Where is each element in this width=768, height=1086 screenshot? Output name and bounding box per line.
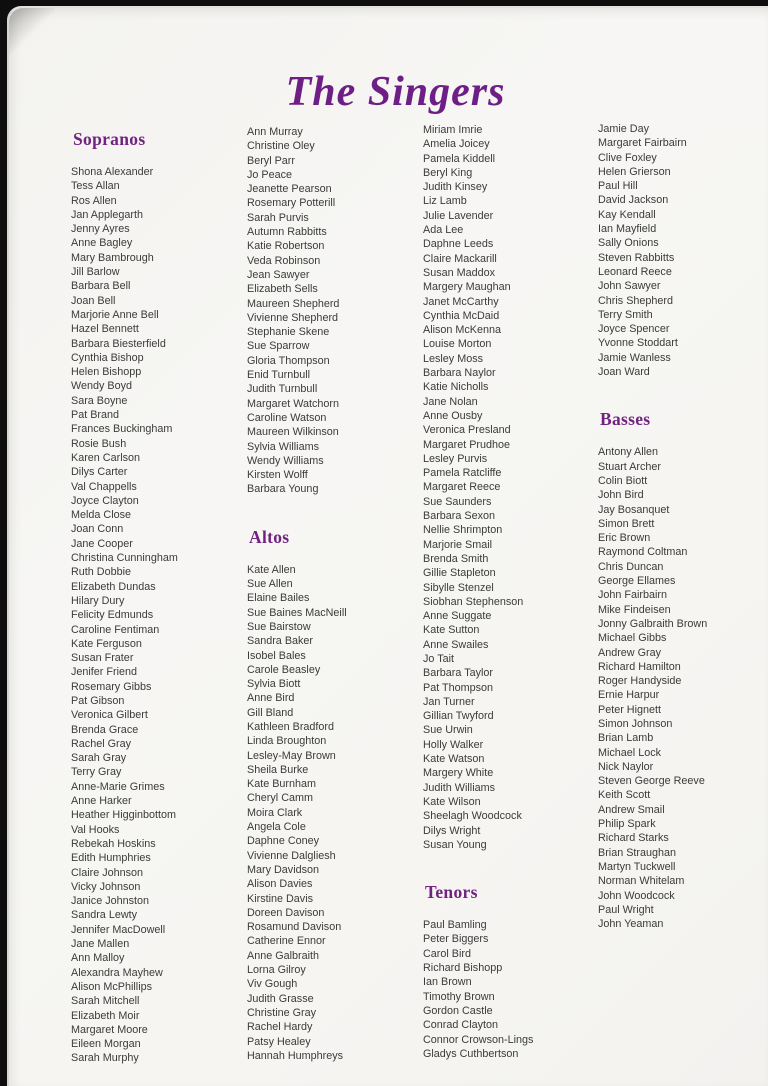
singer-name: Gillian Twyford [423, 710, 494, 723]
scan-corner-shadow [9, 8, 55, 54]
roster-column-4 [598, 122, 768, 931]
singer-name: Louise Morton [423, 338, 492, 351]
singer-name: Richard Bishopp [423, 962, 503, 975]
singer-list [71, 165, 247, 1066]
singer-name: Janet McCarthy [423, 295, 499, 308]
singer-name: Lesley Moss [423, 352, 484, 365]
singer-name: Jan Applegarth [71, 208, 144, 221]
singer-name: Lesley Purvis [423, 452, 488, 465]
singer-name: Steven Rabbitts [598, 251, 675, 264]
singer-name: Vivienne Dalgliesh [247, 849, 336, 862]
singer-name: Christine Gray [247, 1006, 316, 1019]
singer-name: Rosie Bush [71, 437, 127, 450]
singer-name: Susan Frater [71, 652, 134, 665]
singer-name: Kate Watson [423, 753, 485, 766]
singer-name: Jean Sawyer [247, 268, 310, 281]
singer-name: Vivienne Shepherd [247, 311, 339, 324]
singer-name: Rosemary Gibbs [71, 680, 152, 693]
singer-name: Yvonne Stoddart [598, 337, 678, 350]
singer-name: Joyce Spencer [598, 323, 670, 336]
singer-name: Caroline Fentiman [71, 623, 160, 636]
singer-name: Elizabeth Moir [71, 1009, 140, 1022]
roster-column-3 [423, 123, 599, 1061]
singer-name: Keith Scott [598, 789, 651, 802]
singer-name: Jane Nolan [423, 395, 478, 408]
singer-name: Heather Higginbottom [71, 809, 177, 822]
singer-name: Paul Wright [598, 903, 654, 916]
singer-name: Sue Allen [247, 578, 293, 591]
singer-name: Nick Naylor [598, 760, 654, 773]
singer-name: Roger Handyside [598, 675, 682, 688]
singer-name: Andrew Gray [598, 646, 662, 659]
singer-name: Veronica Presland [423, 424, 511, 437]
singer-name: Cheryl Camm [247, 792, 313, 805]
singer-name: Terry Gray [71, 766, 122, 779]
singer-name: Tess Allan [71, 180, 120, 193]
singer-name: Terry Smith [598, 308, 653, 321]
singer-name: Ros Allen [71, 194, 117, 207]
singer-name: Marjorie Smail [423, 538, 492, 551]
singer-name: Pat Thompson [423, 681, 494, 694]
singer-name: Philip Spark [598, 818, 656, 831]
singer-name: Christina Cunningham [71, 552, 178, 565]
singer-name: George Ellames [598, 575, 676, 588]
singer-name: John Fairbairn [598, 589, 668, 602]
singer-name: Pat Gibson [71, 694, 125, 707]
singer-name: Beryl Parr [247, 154, 295, 167]
singer-name: Barbara Sexon [423, 510, 496, 523]
singer-name: Sarah Murphy [71, 1052, 139, 1065]
singer-name: Alexandra Mayhew [71, 966, 163, 979]
singer-name: Val Chappells [71, 480, 137, 493]
singer-name: Chris Duncan [598, 560, 664, 573]
singer-name: Kay Kendall [598, 208, 656, 221]
section-header-altos: Altos [249, 526, 290, 547]
singer-name: Barbara Naylor [423, 367, 496, 380]
singer-name: Claire Mackarill [423, 252, 497, 265]
singer-name: Angela Cole [247, 821, 306, 834]
singer-name: Sue Urwin [423, 724, 473, 737]
singer-name: Richard Hamilton [598, 660, 681, 673]
singer-name: Gillie Stapleton [423, 567, 496, 580]
singer-name: Anne Galbraith [247, 949, 320, 962]
singer-name: Sue Baines MacNeill [247, 606, 347, 619]
singer-name: Sheila Burke [247, 763, 309, 776]
singer-name: Felicity Edmunds [71, 609, 154, 622]
singer-name: Wendy Williams [247, 454, 324, 467]
singer-name: Sylvia Biott [247, 678, 301, 691]
singer-name: Ernie Harpur [598, 689, 660, 702]
singer-name: Nellie Shrimpton [423, 524, 503, 537]
singer-name: Ann Murray [247, 126, 303, 138]
singer-name: Brian Straughan [598, 846, 677, 859]
singer-name: Paul Bamling [423, 919, 487, 932]
singer-name: Hazel Bennett [71, 323, 139, 336]
singer-name: Sarah Gray [71, 752, 127, 765]
singer-name: Michael Gibbs [598, 632, 667, 645]
singer-name: Sibylle Stenzel [423, 581, 494, 594]
singer-name: Carole Beasley [247, 663, 321, 676]
singer-name: Ian Brown [423, 976, 472, 989]
singer-name: Jamie Day [598, 123, 650, 135]
singer-name: Sarah Purvis [247, 211, 309, 224]
singer-name: Karen Carlson [71, 451, 141, 464]
singer-name: Ada Lee [423, 224, 464, 237]
singer-name: Carol Bird [423, 947, 472, 960]
singer-name: Melda Close [71, 509, 132, 522]
singer-name: Julie Lavender [423, 209, 494, 222]
singer-name: Jane Mallen [71, 938, 130, 951]
singer-name: Elizabeth Sells [247, 283, 318, 296]
singer-name: Sheelagh Woodcock [423, 810, 522, 823]
singer-name: Kate Sutton [423, 624, 480, 637]
singer-name: Viv Gough [247, 978, 298, 991]
singer-name: Daphne Coney [247, 835, 320, 848]
singer-name: Cynthia Bishop [71, 351, 144, 364]
singer-name: Vicky Johnson [71, 880, 141, 893]
singer-name: Rebekah Hoskins [71, 837, 156, 850]
singer-name: Anne Ousby [423, 409, 483, 422]
singer-name: Sylvia Williams [247, 440, 319, 453]
section-header-tenors: Tenors [425, 882, 478, 903]
singer-name: Joan Bell [71, 294, 116, 307]
singer-name: David Jackson [598, 194, 669, 207]
singer-name: Stephanie Skene [247, 326, 330, 339]
singer-name: Mary Davidson [247, 863, 320, 876]
singer-name: Pamela Ratcliffe [423, 467, 502, 480]
singer-name: Holly Walker [423, 738, 484, 751]
singer-name: Shona Alexander [71, 166, 154, 178]
singer-name: Sara Boyne [71, 394, 128, 407]
singer-name: Jenny Ayres [71, 223, 130, 236]
singer-name: Miriam Imrie [423, 124, 483, 136]
singer-name: Pat Brand [71, 409, 120, 422]
singer-name: Antony Allen [598, 446, 659, 459]
singer-name: Hannah Humphreys [247, 1049, 344, 1062]
singer-name: Patsy Healey [247, 1035, 311, 1048]
singer-name: Mike Findeisen [598, 603, 671, 616]
singer-name: Judith Turnbull [247, 383, 318, 396]
singer-name: Jennifer MacDowell [71, 923, 166, 936]
singer-name: Michael Lock [598, 746, 662, 759]
singer-name: Val Hooks [71, 823, 120, 836]
singer-name: Alison McPhillips [71, 980, 153, 993]
singer-name: Anne Suggate [423, 610, 492, 623]
singer-name: Katie Robertson [247, 240, 325, 253]
singer-name: Helen Grierson [598, 165, 671, 178]
singer-name: Gloria Thompson [247, 354, 330, 367]
paper-sheet [7, 6, 768, 1086]
singer-name: Peter Hignett [598, 703, 662, 716]
singer-name: Kate Allen [247, 563, 296, 576]
singer-name: Amelia Joicey [423, 138, 490, 151]
singer-list [598, 122, 768, 379]
singer-name: Anne Bird [247, 692, 295, 705]
singer-name: Simon Johnson [598, 717, 673, 730]
singer-name: Moira Clark [247, 806, 303, 819]
singer-name: Siobhan Stephenson [423, 595, 524, 608]
singer-name: Marjorie Anne Bell [71, 308, 159, 321]
singer-name: Jill Barlow [71, 266, 120, 279]
singer-name: Frances Buckingham [71, 423, 173, 436]
singer-name: Jonny Galbraith Brown [598, 617, 708, 630]
singer-name: Daphne Leeds [423, 238, 494, 251]
singer-name: Margaret Watchorn [247, 397, 340, 410]
singer-name: Richard Starks [598, 832, 669, 845]
singer-name: Beryl King [423, 166, 473, 179]
singer-name: Anne-Marie Grimes [71, 780, 165, 793]
singer-name: Margery Maughan [423, 281, 511, 294]
singer-name: Alison McKenna [423, 324, 502, 337]
singer-name: Katie Nicholls [423, 381, 489, 394]
singer-name: Barbara Taylor [423, 667, 494, 680]
singer-name: Janice Johnston [71, 895, 150, 908]
singer-name: Helen Bishopp [71, 366, 142, 379]
singer-name: Liz Lamb [423, 195, 467, 208]
singer-name: Kate Burnham [247, 778, 317, 791]
singer-name: Barbara Biesterfield [71, 337, 166, 350]
singer-name: Sue Bairstow [247, 620, 311, 633]
singer-name: Clive Foxley [598, 151, 657, 164]
singer-list [247, 125, 423, 497]
singer-name: Leonard Reece [598, 265, 672, 278]
singer-name: Susan Maddox [423, 266, 496, 279]
roster-column-1 [71, 129, 247, 1066]
singer-name: Gordon Castle [423, 1004, 493, 1017]
singer-name: Margaret Reece [423, 481, 501, 494]
singer-name: Lesley-May Brown [247, 749, 336, 762]
singer-list [598, 445, 768, 931]
singer-name: Cynthia McDaid [423, 309, 500, 322]
singer-name: Veda Robinson [247, 254, 321, 267]
singer-name: Pamela Kiddell [423, 152, 496, 165]
singer-name: Maureen Wilkinson [247, 426, 339, 439]
singer-name: Eileen Morgan [71, 1038, 141, 1051]
singer-name: Sarah Mitchell [71, 995, 140, 1008]
singer-name: Veronica Gilbert [71, 709, 148, 722]
singer-name: Lorna Gilroy [247, 964, 306, 977]
singer-name: Enid Turnbull [247, 369, 311, 382]
singer-name: Jamie Wanless [598, 351, 671, 364]
singer-name: Alison Davies [247, 878, 313, 891]
section-header-sopranos: Sopranos [73, 129, 146, 149]
singer-name: Barbara Young [247, 483, 319, 496]
singer-name: Brenda Smith [423, 552, 489, 565]
singer-name: Caroline Watson [247, 411, 327, 424]
singer-name: Barbara Bell [71, 280, 131, 293]
singer-name: Margaret Prudhoe [423, 438, 511, 451]
singer-name: Sue Sparrow [247, 340, 310, 353]
singer-name: Jo Tait [423, 652, 455, 665]
singer-name: Sandra Lewty [71, 909, 138, 922]
singer-name: Andrew Smail [598, 803, 665, 816]
singer-name: Sally Onions [598, 237, 659, 250]
singer-name: Claire Johnson [71, 866, 144, 879]
singer-list [423, 123, 599, 852]
singer-name: Doreen Davison [247, 906, 325, 919]
singer-name: Jo Peace [247, 168, 293, 181]
singer-name: Conrad Clayton [423, 1019, 499, 1032]
singer-name: Sue Saunders [423, 495, 492, 508]
singer-name: Margaret Fairbairn [598, 137, 687, 150]
singer-name: Raymond Coltman [598, 546, 688, 559]
singer-name: Joan Conn [71, 523, 124, 536]
singer-name: Edith Humphries [71, 852, 151, 865]
singer-name: Mary Bambrough [71, 251, 154, 264]
singer-name: Gladys Cuthbertson [423, 1047, 519, 1060]
singer-name: Rosemary Potterill [247, 197, 336, 210]
singer-name: Linda Broughton [247, 735, 327, 748]
singer-name: John Woodcock [598, 889, 675, 902]
singer-name: Stuart Archer [598, 460, 662, 473]
singer-name: John Yeaman [598, 918, 664, 931]
singer-name: Jenifer Friend [71, 666, 138, 679]
singer-name: Paul Hill [598, 180, 638, 193]
singer-name: Kirsten Wolff [247, 469, 308, 482]
singer-name: Anne Harker [71, 795, 132, 808]
singer-name: Margery White [423, 767, 494, 780]
singer-name: Hilary Dury [71, 594, 125, 607]
singer-name: Joan Ward [598, 366, 650, 379]
singer-name: Peter Biggers [423, 933, 489, 946]
singer-name: Christine Oley [247, 140, 315, 153]
singer-name: Elaine Bailes [247, 592, 310, 605]
singer-name: Maureen Shepherd [247, 297, 340, 310]
singer-name: Jay Bosanquet [598, 503, 670, 516]
singer-name: John Sawyer [598, 280, 661, 293]
singer-name: Autumn Rabbitts [247, 226, 327, 239]
singer-name: Jeanette Pearson [247, 183, 332, 196]
singer-name: Martyn Tuckwell [598, 860, 676, 873]
singer-name: John Bird [598, 489, 644, 502]
singer-name: Gill Bland [247, 706, 294, 719]
singer-name: Ruth Dobbie [71, 566, 132, 579]
singer-name: Timothy Brown [423, 990, 495, 1003]
singer-name: Kate Wilson [423, 795, 481, 808]
section-header-basses: Basses [600, 409, 651, 430]
singer-name: Kathleen Bradford [247, 720, 335, 733]
singer-name: Colin Biott [598, 474, 648, 487]
singer-name: Margaret Moore [71, 1023, 148, 1036]
singer-name: Rachel Gray [71, 737, 132, 750]
singer-name: Connor Crowson-Lings [423, 1033, 534, 1046]
singer-name: Ann Malloy [71, 952, 125, 965]
singer-name: Anne Bagley [71, 237, 133, 250]
page-title: The Singers [285, 69, 506, 116]
singer-name: Catherine Ennor [247, 935, 326, 948]
singer-name: Sandra Baker [247, 635, 314, 648]
singer-name: Kirstine Davis [247, 892, 313, 905]
singer-name: Kate Ferguson [71, 637, 142, 650]
singer-name: Jan Turner [423, 695, 475, 708]
singer-name: Judith Kinsey [423, 181, 488, 194]
singer-name: Jane Cooper [71, 537, 133, 550]
singer-name: Brenda Grace [71, 723, 139, 736]
singer-name: Dilys Carter [71, 466, 128, 479]
singer-name: Dilys Wright [423, 824, 481, 837]
singer-name: Norman Whitelam [598, 875, 685, 888]
singer-name: Rosamund Davison [247, 921, 342, 934]
singer-name: Ian Mayfield [598, 223, 657, 236]
singer-name: Judith Grasse [247, 992, 314, 1005]
singer-name: Simon Brett [598, 517, 655, 530]
singer-list [423, 918, 599, 1061]
singer-name: Joyce Clayton [71, 494, 139, 507]
singer-name: Brian Lamb [598, 732, 654, 745]
singer-name: Isobel Bales [247, 649, 306, 662]
singer-name: Elizabeth Dundas [71, 580, 156, 593]
singer-name: Chris Shepherd [598, 294, 674, 307]
singer-list [247, 563, 423, 1063]
singer-name: Eric Brown [598, 532, 651, 545]
roster-column-2 [247, 125, 423, 1063]
singer-name: Anne Swailes [423, 638, 489, 651]
singer-name: Steven George Reeve [598, 775, 705, 788]
singer-name: Susan Young [423, 838, 487, 851]
singer-name: Wendy Boyd [71, 380, 133, 393]
singer-name: Rachel Hardy [247, 1021, 313, 1034]
singer-name: Judith Williams [423, 781, 495, 794]
